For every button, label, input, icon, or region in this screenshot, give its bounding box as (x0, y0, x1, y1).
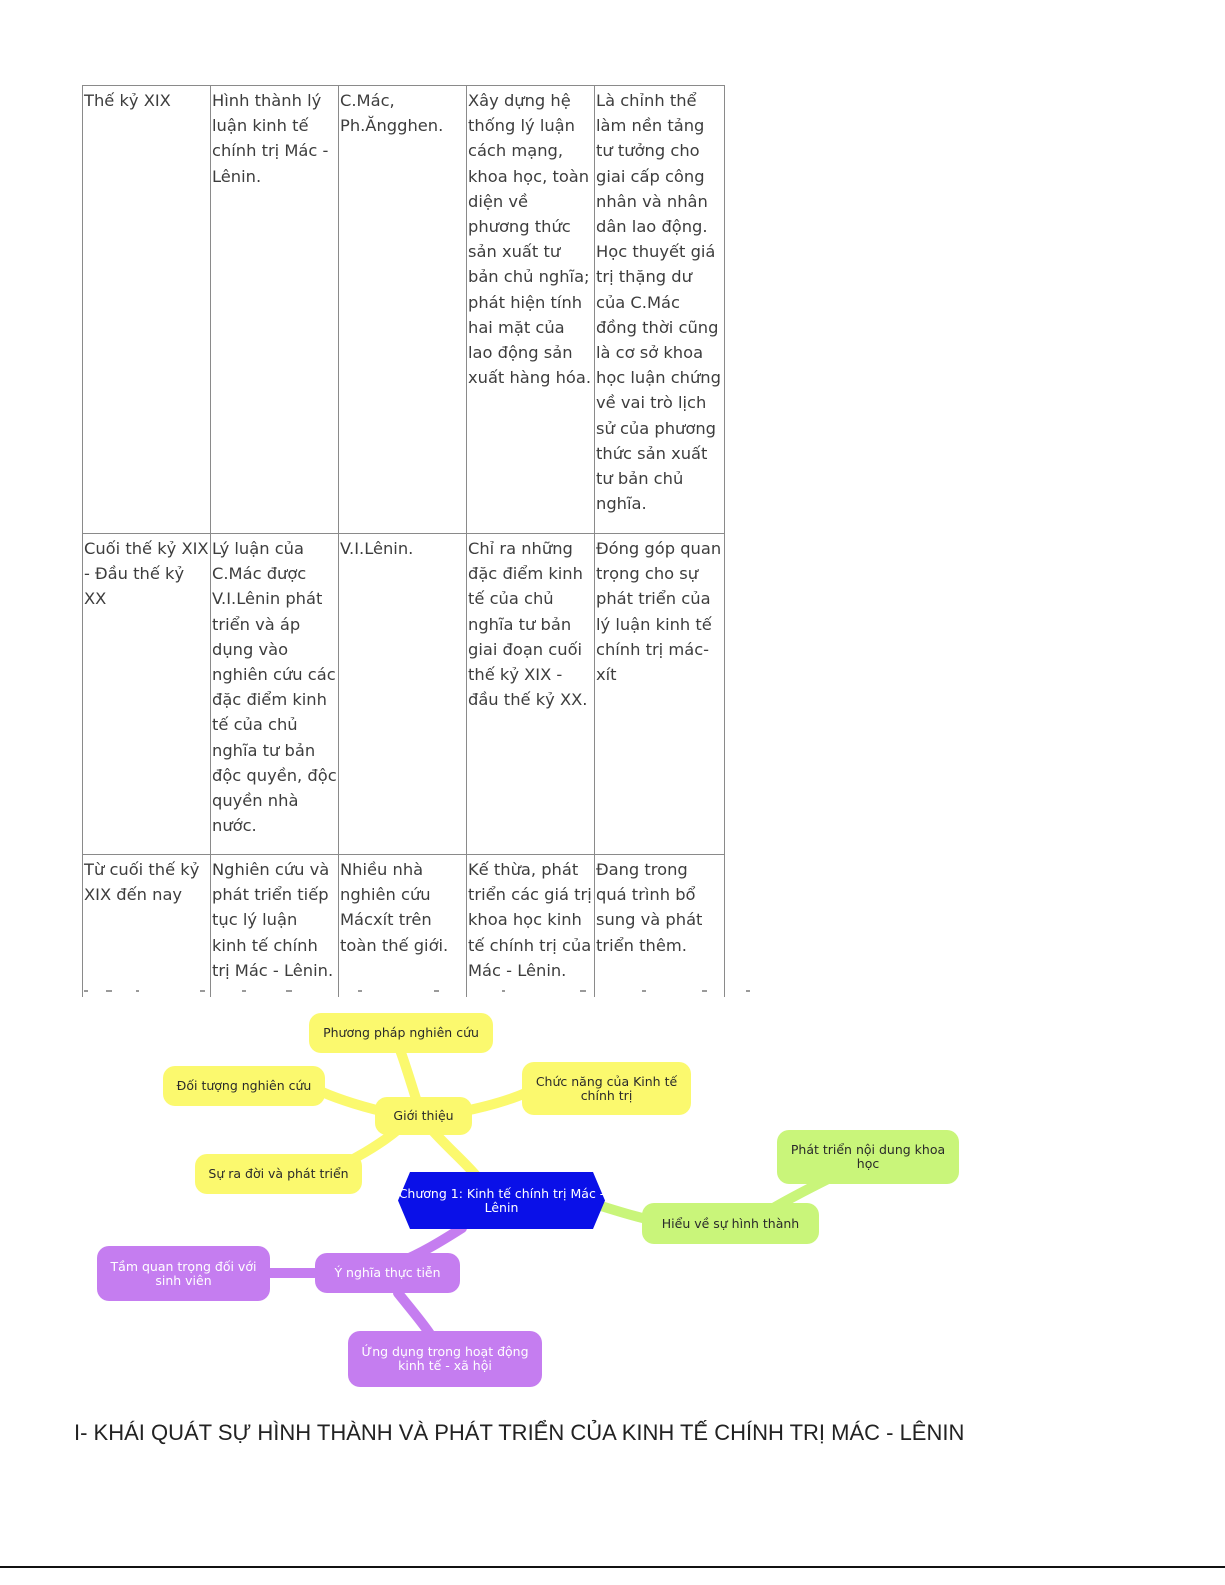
node-objects: Đối tượng nghiên cứu (163, 1066, 325, 1106)
cell-authors: C.Mác, Ph.Ăngghen. (339, 86, 467, 534)
cell-content: Lý luận của C.Mác được V.I.Lênin phát triển và áp dụng vào nghiên cứu các đặc điểm kinh tế của chủ nghĩa tư bản độc quyền, độc quyền nhà nước. (211, 534, 339, 855)
node-center (398, 1172, 605, 1229)
page-bottom-rule (0, 1566, 1225, 1568)
section-heading: I- KHÁI QUÁT SỰ HÌNH THÀNH VÀ PHÁT TRIỂN CỦA KINH TẾ CHÍNH TRỊ MÁC - LÊNIN (74, 1420, 965, 1445)
cell-significance: Là chỉnh thể làm nền tảng tư tưởng cho giai cấp công nhân và nhân dân lao động. Học thuyết giá trị thặng dư của C.Mác đồng thời cũng là cơ sở khoa học luận chứng về vai trò lịch sử của phương thức sản xuất tư bản chủ nghĩa. (595, 86, 725, 534)
node-functions: Chức năng của Kinh tế chính trị (522, 1062, 691, 1115)
cell-content: Hình thành lý luận kinh tế chính trị Mác - Lênin. (211, 86, 339, 534)
cell-authors: Nhiều nhà nghiên cứu Mácxít trên toàn thế giới. (339, 855, 467, 998)
cell-contribution: Kế thừa, phát triển các giá trị khoa học kinh tế chính trị của Mác - Lênin. (467, 855, 595, 998)
node-origin: Sự ra đời và phát triển (195, 1154, 362, 1194)
cell-period: Từ cuối thế kỷ XIX đến nay (83, 855, 211, 998)
cell-significance: Đóng góp quan trọng cho sự phát triển của lý luận kinh tế chính trị mác-xít (595, 534, 725, 855)
node-students: Tầm quan trọng đối với sinh viên (97, 1246, 270, 1301)
node-applications: Ứng dụng trong hoạt động kinh tế - xã hội (348, 1331, 542, 1387)
cell-authors: V.I.Lênin. (339, 534, 467, 855)
cell-period: Cuối thế kỷ XIX - Đầu thế kỷ XX (83, 534, 211, 855)
node-formation: Hiểu về sự hình thành (642, 1203, 819, 1244)
node-science: Phát triển nội dung khoa học (777, 1130, 959, 1184)
cell-period: Thế kỷ XIX (83, 86, 211, 534)
cell-significance: Đang trong quá trình bổ sung và phát triển thêm. (595, 855, 725, 998)
cell-contribution: Chỉ ra những đặc điểm kinh tế của chủ nghĩa tư bản giai đoạn cuối thế kỷ XIX - đầu thế kỷ XX. (467, 534, 595, 855)
cell-content: Nghiên cứu và phát triển tiếp tục lý luận kinh tế chính trị Mác - Lênin. (211, 855, 339, 998)
cell-contribution: Xây dựng hệ thống lý luận cách mạng, khoa học, toàn diện về phương thức sản xuất tư bản chủ nghĩa; phát hiện tính hai mặt của lao động sản xuất hàng hóa. (467, 86, 595, 534)
node-practical: Ý nghĩa thực tiễn (315, 1253, 460, 1293)
node-center-label: Chương 1: Kinh tế chính trị Mác - Lênin (398, 1185, 605, 1215)
node-intro: Giới thiệu (375, 1097, 472, 1135)
node-methods: Phương pháp nghiên cứu (309, 1013, 493, 1053)
